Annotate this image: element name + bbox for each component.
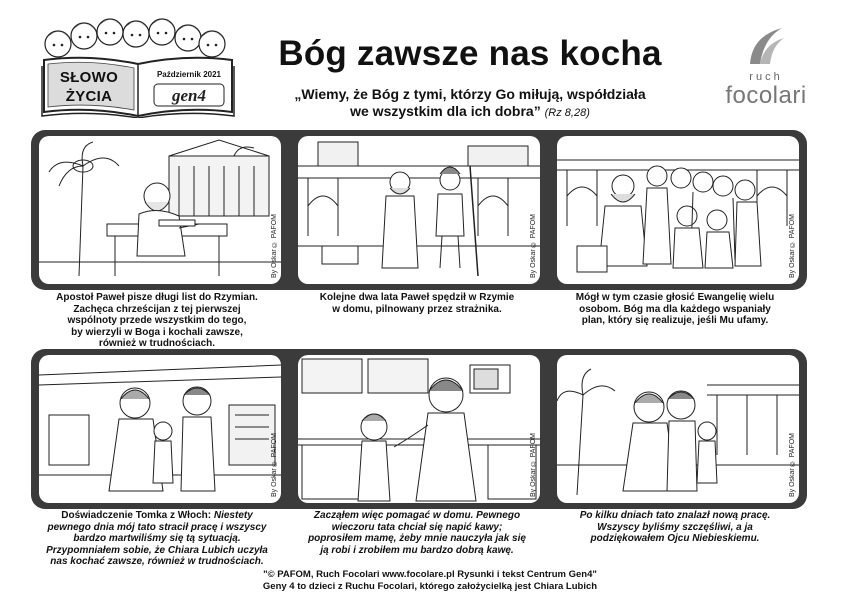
scripture-quote	[240, 86, 700, 122]
footer-note: Geny 4 to dzieci z Ruchu Focolari, którego założycielką jest Chiara Lubich	[262, 580, 598, 592]
kitchen-illustration	[298, 355, 540, 503]
footer	[150, 569, 710, 592]
paul-and-guard-illustration	[298, 136, 540, 284]
comic-panel-2	[298, 136, 540, 284]
brand-name: focolari	[725, 82, 807, 109]
panel-credit: By Oskar © PAFOM	[271, 213, 278, 278]
comic-panel-1	[39, 136, 281, 284]
caption-panel-5: Zacząłem więc pomagać w domu. Pewnego wieczoru tata chciał się napić kawy; poprosiłem mamę, żeby mnie nauczyła jak się ją robi i zrobiłem mu bardzo dobrą kawę.	[308, 510, 526, 556]
quote-line-2: we wszystkim dla ich dobra”	[350, 103, 541, 119]
comic-panel-6	[557, 355, 799, 503]
gen4-logo-text: gen4	[172, 86, 206, 105]
comic-panel-4	[39, 355, 281, 503]
caption-panel-3: Mógł w tym czasie głosić Ewangelię wielu osobom. Bóg ma dla każdego wspaniały plan, który się realizuje, jeśli Mu ufamy.	[575, 292, 775, 327]
caption-panel-6: Po kilku dniach tato znalazł nową pracę. Wszyscy byliśmy szczęśliwi, a ja podziękowałem Ojcu Niebieskiemu.	[579, 510, 771, 545]
footer-copyright: "© PAFOM, Ruch Focolari www.focolare.pl Rysunki i tekst Centrum Gen4"	[263, 569, 597, 580]
quote-reference: (Rz 8,28)	[544, 107, 590, 119]
family-happy-illustration	[557, 355, 799, 503]
book-title: SŁOWO ŻYCIA	[59, 69, 119, 105]
page-title: Bóg zawsze nas kocha	[278, 34, 662, 73]
focolari-logo	[716, 24, 816, 110]
panel-credit: By Oskar © PAFOM	[789, 213, 796, 278]
focolari-swoosh-icon	[742, 24, 788, 70]
comic-strip-top	[31, 130, 807, 290]
paul-writing-illustration	[39, 136, 281, 284]
brand-small-text: ruch	[749, 71, 783, 83]
caption-panel-2: Kolejne dwa lata Paweł spędził w Rzymie w domu, pilnowany przez strażnika.	[319, 292, 515, 315]
slowo-zycia-logo	[36, 10, 236, 120]
paul-preaching-illustration	[557, 136, 799, 284]
caption-panel-4: Doświadczenie Tomka z Włoch: Niestety pewnego dnia mój tato stracił pracę i wszyscy bardzo martwiliśmy się tą sytuacją. Przypomniałem sobie, że Chiara Lubich uczyła nas kochać zawsze, również w trudnościach.	[46, 510, 268, 568]
caption-panel-1: Apostoł Paweł pisze długi list do Rzymian. Zachęca chrześcijan z tej pierwszej wspólnoty przede wszystkim do tego, by wierzyli w Boga i kochali zawsze, również w trudnościach.	[56, 292, 258, 350]
comic-strip-bottom	[31, 349, 807, 509]
panel-credit: By Oskar © PAFOM	[271, 432, 278, 497]
comic-panel-5	[298, 355, 540, 503]
comic-panel-3	[557, 136, 799, 284]
panel-credit: By Oskar © PAFOM	[530, 432, 537, 497]
panel-credit: By Oskar © PAFOM	[789, 432, 796, 497]
month-label: Październik 2021	[156, 70, 222, 79]
quote-line-1: „Wiemy, że Bóg z tymi, którzy Go miłują, współdziała	[294, 86, 646, 102]
panel-credit: By Oskar © PAFOM	[530, 213, 537, 278]
family-worried-illustration	[39, 355, 281, 503]
gen4-logo	[152, 82, 226, 108]
